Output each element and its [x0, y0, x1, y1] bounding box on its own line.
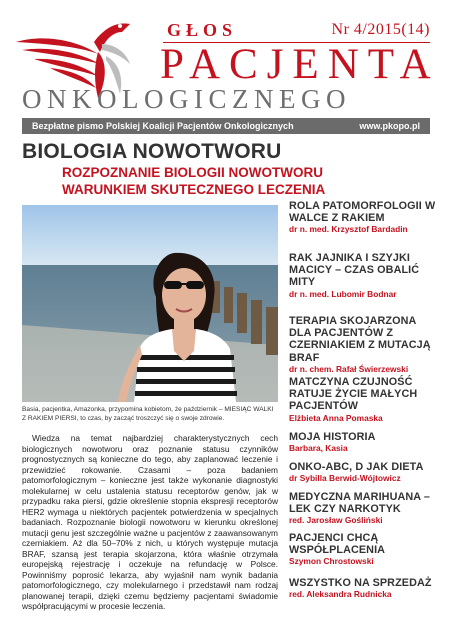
lead-article-body	[22, 433, 278, 612]
lead-headline: BIOLOGIA NOWOTWORU	[22, 140, 282, 163]
sidebar-item-title: MEDYCZNA MARIHUANA – LEK CZY NARKOTYK	[289, 491, 430, 516]
sidebar-item-medyczna-marihuana[interactable]	[289, 491, 439, 532]
sidebar-item-author: dr Sybilla Berwid-Wójtowicz	[289, 473, 401, 484]
sidebar-item-title: MOJA HISTORIA	[289, 431, 376, 443]
masthead-pacjenta: PACJENTA	[160, 41, 440, 88]
masthead-glos: GŁOS	[167, 20, 238, 40]
website-link[interactable]: www.pkopo.pl	[359, 121, 420, 131]
contents-sidebar	[289, 200, 439, 607]
masthead	[0, 0, 449, 118]
sidebar-item-author: Barbara, Kasia	[289, 443, 348, 454]
sidebar-item-patomorfologia[interactable]	[289, 200, 439, 252]
cover-photo	[22, 205, 278, 402]
sidebar-item-author: red. Jarosław Gośliński	[289, 515, 383, 526]
sidebar-item-author: dr n. med. Lubomir Bodnar	[289, 288, 397, 299]
sidebar-item-title: MATCZYNA CZUJNOŚĆ RATUJE ŻYCIE MAŁYCH PACJENTÓW	[289, 376, 418, 413]
sidebar-item-terapia-skojarzona[interactable]	[289, 315, 439, 376]
sidebar-item-title: WSZYSTKO NA SPRZEDAŻ	[289, 577, 432, 589]
article-paragraph: Wiedza na temat najbardziej charakterystycznych cech biologicznych nowotworu oraz poznanie statusu czynników prognostycznych są konieczne do tego, aby zaplanować leczenie i przewidzieć rokowanie. Czasami – poza badaniem patomorfologicznym – konieczne jest także wykonanie diagnostyki molekularnej w celu ustalenia statusu receptorów genów, jak w przypadku raka piersi, gdzie określenie stopnia ekspresji receptorów HER2 wymaga u niektórych pacjentek potwierdzenia w specjalnych badaniach. Rozpoznanie biologii nowotworu w kierunku określonej mutacji genu jest szczególnie ważne u pacjentów z zaawansowanym czerniakiem. Aż dla 50–70% z nich, u których występuje mutacja BRAF, szansą jest terapia skojarzona, która właśnie otrzymała europejską rejestrację i oczekuje na refundację w Polsce. Powinniśmy poprosić lekarza, aby wyjaśnił nam wynik badania patomorfologicznego, czy molekularnego i przedstawił nam rodzaj planowanej terapii, dzięki czemu będziemy pacjentami świadomie współpracującymi w procesie leczenia.	[22, 433, 278, 611]
sidebar-item-title: ONKO-ABC, D JAK DIETA	[289, 461, 424, 473]
tagline-bar	[22, 118, 430, 134]
sidebar-item-pacjenci-chca[interactable]	[289, 532, 439, 577]
sidebar-item-matczyna-czujnosc[interactable]	[289, 376, 439, 431]
sidebar-item-onko-abc[interactable]	[289, 461, 439, 491]
sidebar-item-wszystko-na-sprzedaz[interactable]	[289, 577, 439, 607]
sidebar-item-author: dr n. chem. Rafał Świerzewski	[289, 363, 409, 374]
sidebar-item-title: RAK JAJNIKA I SZYJKI MACICY – CZAS OBALIĆ MITY	[289, 252, 420, 289]
sidebar-item-title: ROLA PATOMORFOLOGII W WALCE Z RAKIEM	[289, 200, 436, 225]
sidebar-item-author: Elżbieta Anna Pomaska	[289, 412, 383, 423]
woman-at-sea-photo	[22, 205, 278, 402]
sidebar-item-author: Szymon Chrostowski	[289, 556, 374, 567]
tagline-text: Bezpłatne pismo Polskiej Koalicji Pacjentów Onkologicznych	[32, 121, 294, 131]
sidebar-item-rak-jajnika[interactable]	[289, 252, 439, 315]
sidebar-item-author: dr n. med. Krzysztof Bardadin	[289, 224, 408, 235]
sidebar-item-title: PACJENCI CHCĄ WSPÓŁPLACENIA	[289, 532, 386, 557]
sidebar-item-title: TERAPIA SKOJARZONA DLA PACJENTÓW Z CZERNIAKIEM Z MUTACJĄ BRAF	[289, 315, 431, 364]
sidebar-item-moja-historia[interactable]	[289, 431, 439, 461]
lead-subhead: ROZPOZNANIE BIOLOGII NOWOTWORU WARUNKIEM SKUTECZNEGO LECZENIA	[62, 165, 326, 197]
photo-caption: Basia, pacjentka, Amazonka, przypomina kobietom, że październik – MIESIĄC WALKI Z RAKIEM PIERSI, to czas, by zacząć troszczyć się o swoje zdrowie.	[22, 406, 274, 422]
masthead-onkologicznego: ONKOLOGICZNEGO	[22, 84, 351, 114]
sidebar-item-author: red. Aleksandra Rudnicka	[289, 589, 392, 600]
issue-number: Nr 4/2015(14)	[331, 21, 430, 38]
